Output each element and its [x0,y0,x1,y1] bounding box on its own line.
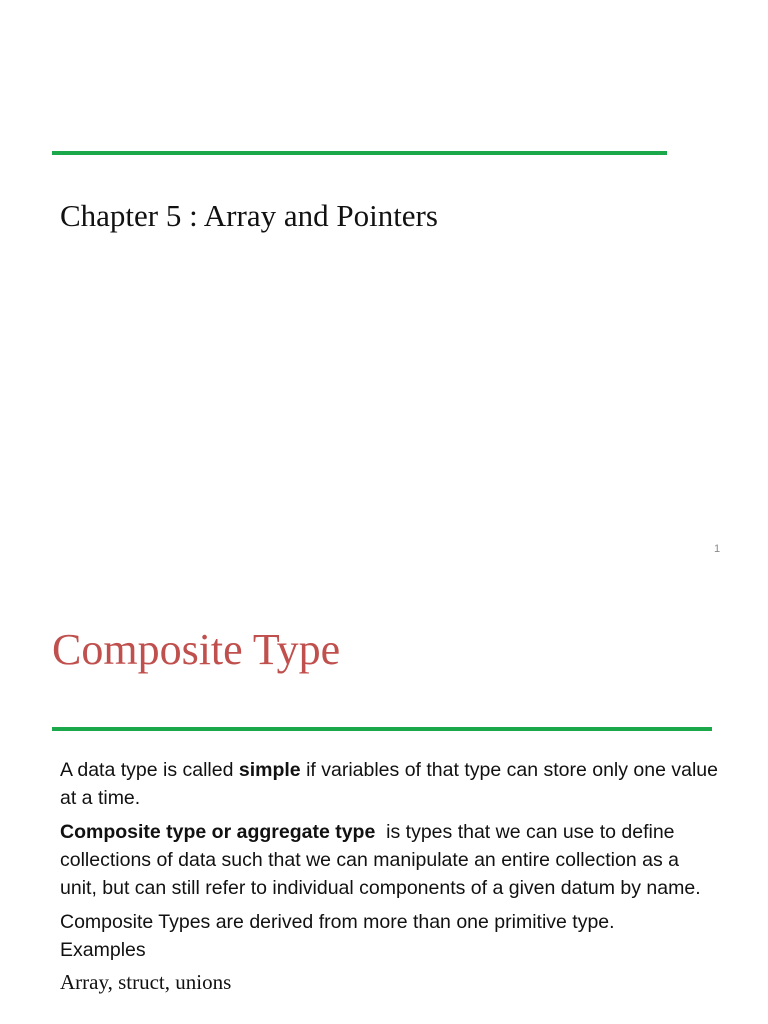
slide-2 [0,580,768,1024]
bold-term: Composite type or aggregate type [60,821,376,843]
paragraph-simple-definition [60,756,720,812]
page-number: 1 [714,543,721,555]
text-run: Composite Types are derived from more than one primitive type. [60,911,615,933]
text-run: is types that we can use to define collections of data such that we can manipulate an entire collection as a unit, but can still refer to individual components of a given datum by name. [60,821,701,899]
paragraph-derived [60,908,720,964]
paragraph-composite-definition [60,818,720,902]
chapter-title: Chapter 5 : Array and Pointers [60,198,438,233]
slide-body [60,756,720,996]
bold-term: simple [238,759,301,781]
green-divider [52,151,667,155]
green-divider [52,727,712,731]
slide-title: Composite Type [52,625,341,674]
text-run: A data type is called [60,759,239,781]
examples-list: Array, struct, unions [60,970,232,994]
text-run: if variables of that type can store only one value at a time. [60,759,718,809]
examples-label: Examples [60,939,146,961]
